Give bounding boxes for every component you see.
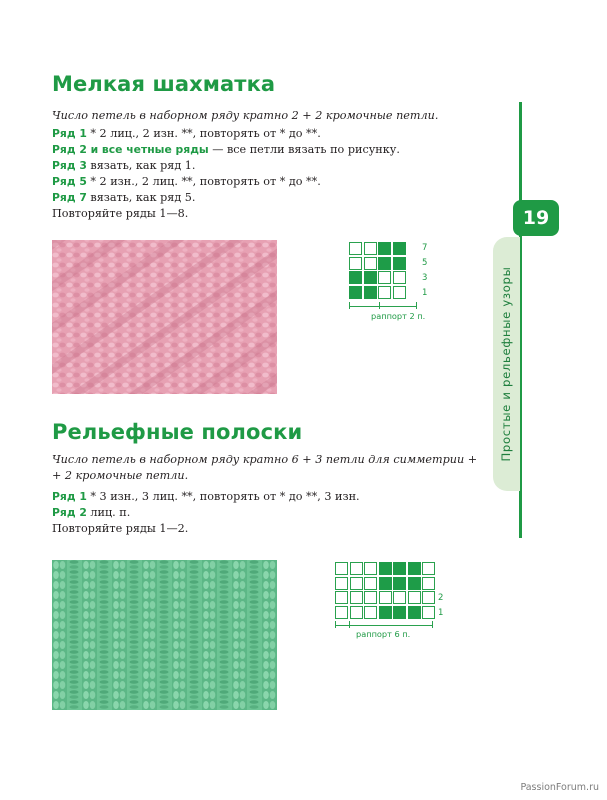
chart-cell: [379, 606, 392, 619]
section2-row: [52, 521, 482, 537]
chart-cell: [350, 591, 363, 604]
page-number: 19: [522, 207, 550, 229]
row-text: вязать, как ряд 5.: [86, 191, 196, 204]
chart-cell: [335, 577, 348, 590]
chart-cell: [378, 286, 391, 299]
section2-row: [52, 489, 482, 505]
chart-cell: [364, 577, 377, 590]
chart-cell: [335, 562, 348, 575]
section2-title: Рельефные полоски: [52, 420, 303, 444]
pink-knit-texture: [52, 240, 277, 394]
row-label: Ряд 2: [52, 506, 87, 519]
chart-cell: [408, 606, 421, 619]
chart-row-number: 3: [422, 273, 428, 283]
section1-row: [52, 158, 472, 174]
green-knit-swatch-image: [52, 560, 277, 710]
repeat-bracket-tick: [432, 621, 433, 628]
chart-row-number: 5: [422, 258, 428, 268]
section2-instructions: [52, 489, 482, 537]
chart-cell: [393, 591, 406, 604]
chart-row-number: 7: [422, 243, 428, 253]
chart-cell: [364, 606, 377, 619]
chart-cell: [349, 257, 362, 270]
page-number-badge: [513, 200, 559, 236]
chart-row-number: 1: [422, 288, 428, 298]
section1-row: [52, 142, 472, 158]
section1-row: [52, 126, 472, 142]
section1-chart-grid: [349, 242, 406, 299]
row-text: * 2 лиц., 2 изн. **, повторять от * до **.: [86, 127, 321, 140]
chart-cell: [349, 271, 362, 284]
chart-cell: [335, 591, 348, 604]
watermark: PassionForum.ru: [520, 782, 599, 793]
repeat-bracket-tick: [335, 621, 336, 628]
row-label: Ряд 7: [52, 191, 87, 204]
chart-cell: [393, 286, 406, 299]
chart-cell: [364, 242, 377, 255]
repeat-bracket: [349, 306, 416, 307]
chart-cell: [350, 606, 363, 619]
section1-intro: Число петель в наборном ряду кратно 2 + 2 кромочные петли.: [52, 109, 439, 122]
row-text: Повторяйте ряды 1—2.: [52, 522, 189, 535]
chart-row-number: 1: [438, 608, 444, 618]
section1-row: [52, 206, 472, 222]
chart-row-number: 2: [438, 593, 444, 603]
row-text: — все петли вязать по рисунку.: [208, 143, 400, 156]
section1-row: [52, 174, 472, 190]
chart-cell: [422, 606, 435, 619]
chart-cell: [350, 562, 363, 575]
chart-cell: [378, 242, 391, 255]
chart-cell: [393, 271, 406, 284]
section1-instructions: [52, 126, 472, 222]
chart-cell: [364, 271, 377, 284]
row-text: Повторяйте ряды 1—8.: [52, 207, 189, 220]
chart-cell: [349, 242, 362, 255]
section1-title: Мелкая шахматка: [52, 72, 276, 96]
repeat-label: раппорт 2 п.: [371, 311, 426, 321]
chart-cell: [393, 577, 406, 590]
row-text: вязать, как ряд 1.: [86, 159, 196, 172]
chart-cell: [364, 562, 377, 575]
repeat-bracket-tick: [349, 302, 350, 309]
chart-cell: [422, 577, 435, 590]
repeat-label: раппорт 6 п.: [356, 629, 411, 639]
chart-cell: [408, 591, 421, 604]
chart-cell: [393, 562, 406, 575]
row-label: Ряд 1: [52, 490, 87, 503]
chart-cell: [379, 591, 392, 604]
chart-cell: [350, 577, 363, 590]
chart-cell: [378, 271, 391, 284]
chart-cell: [364, 286, 377, 299]
repeat-bracket-tick: [349, 621, 350, 628]
chart-cell: [378, 257, 391, 270]
row-label: Ряд 2 и все четные ряды: [52, 143, 209, 156]
section1-row: [52, 190, 472, 206]
chart-cell: [379, 577, 392, 590]
chart-cell: [422, 591, 435, 604]
row-text: * 3 изн., 3 лиц. **, повторять от * до **, 3 изн.: [86, 490, 360, 503]
row-label: Ряд 5: [52, 175, 87, 188]
row-text: * 2 изн., 2 лиц. **, повторять от * до **.: [86, 175, 321, 188]
chart-cell: [393, 257, 406, 270]
chart-cell: [335, 606, 348, 619]
chart-cell: [408, 577, 421, 590]
chart-cell: [422, 562, 435, 575]
section2-intro: Число петель в наборном ряду кратно 6 + 3 петли для симметрии + + 2 кромочные петли.: [52, 453, 478, 482]
repeat-bracket-tick: [416, 302, 417, 309]
chart-cell: [364, 591, 377, 604]
row-label: Ряд 3: [52, 159, 87, 172]
pink-knit-swatch-image: [52, 240, 277, 394]
row-text: лиц. п.: [86, 506, 131, 519]
chart-cell: [408, 562, 421, 575]
chart-cell: [349, 286, 362, 299]
section-tab-label: Простые и рельефные узоры: [499, 266, 513, 462]
chart-cell: [393, 606, 406, 619]
chart-cell: [393, 242, 406, 255]
row-label: Ряд 1: [52, 127, 87, 140]
green-knit-texture: [52, 560, 277, 710]
chart-cell: [379, 562, 392, 575]
section2-chart-grid: [335, 562, 435, 619]
chart-cell: [364, 257, 377, 270]
repeat-bracket-tick: [379, 302, 380, 309]
section2-row: [52, 505, 482, 521]
